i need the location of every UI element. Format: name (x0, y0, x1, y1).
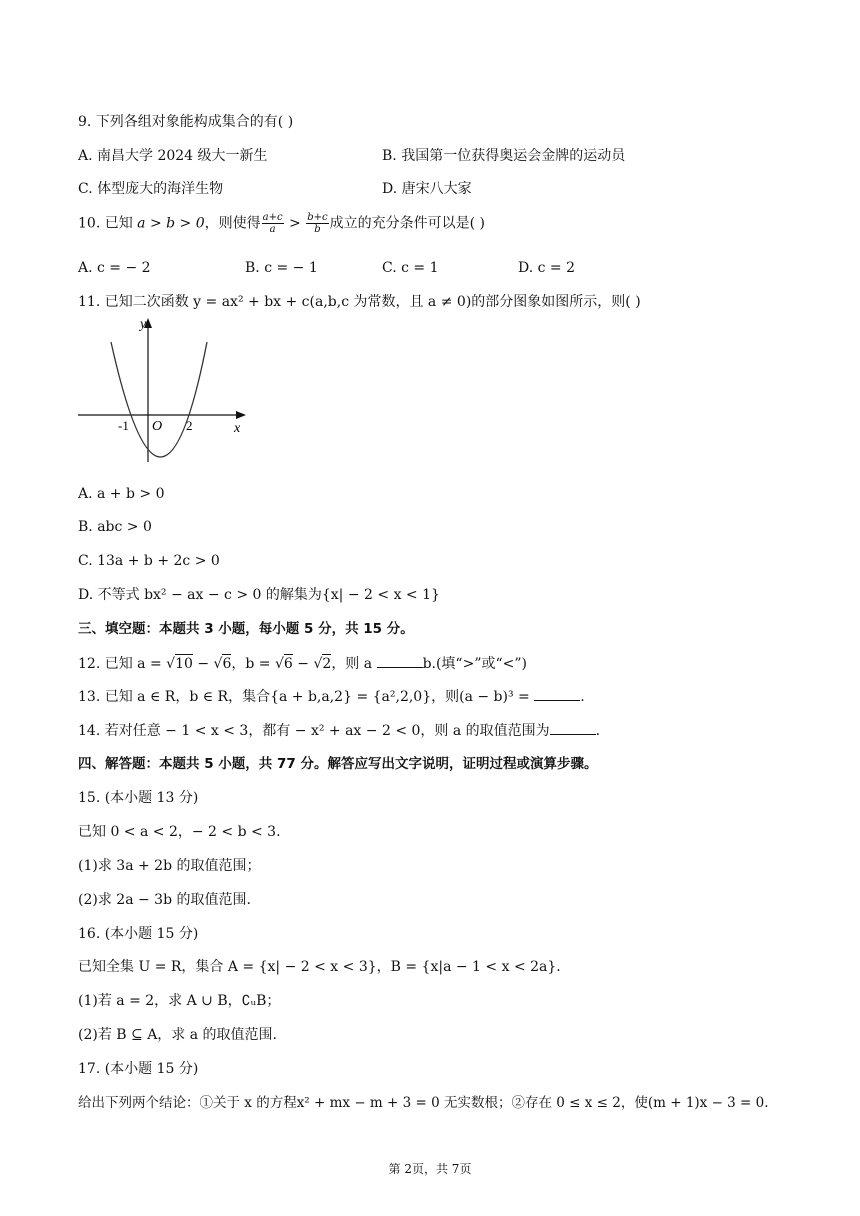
q11-option-a: A. a + b > 0 (78, 486, 165, 502)
section-3-heading: 三、填空题：本题共 3 小题，每小题 5 分，共 15 分。 (78, 621, 414, 637)
q10-fraction-2: $\frac{b+c}{b}$ (307, 212, 328, 235)
q9-option-a: A. 南昌大学 2024 级大一新生 (78, 148, 268, 164)
q11-option-d: D. 不等式 bx² − ax − c > 0 的解集为{x| − 2 < x < 1} (78, 587, 440, 603)
parabola-curve (111, 342, 207, 457)
q16-given: 已知全集 U = R，集合 A = {x| − 2 < x < 3}，B = {x|a − 1 < x < 2a}. (78, 959, 561, 975)
q10-fraction-1: $\frac{a+c}{a}$ (262, 212, 283, 235)
q12-radicand-4: 2 (322, 656, 332, 672)
x-axis-label: x (234, 421, 241, 436)
section-4-heading: 四、解答题：本题共 5 小题，共 77 分。解答应写出文字说明，证明过程或演算步骤。 (78, 756, 598, 772)
q14-stem: 14. 若对任意 − 1 < x < 3，都有 − x² + ax − 2 < 0，则 a 的取值范围为 . (78, 723, 601, 739)
q10-stem: 10. 已知 a > b > 0，则使得 $\frac{a+c}{a}$ > $\frac{b+c}{b}$ 成立的充分条件可以是( ) (78, 212, 486, 235)
q17-heading: 17. (本小题 15 分) (78, 1061, 199, 1077)
y-axis-label: y (140, 317, 147, 332)
q12-stem: 12. 已知 a = √10 − √6，b = √6 − √2，则 a b.(填“>”或“<”) (78, 656, 527, 672)
q11-stem: 11. 已知二次函数 y = ax² + bx + c(a,b,c 为常数，且 a ≠ 0)的部分图象如图所示，则( ) (78, 294, 641, 310)
q10-option-c: C. c = 1 (382, 260, 439, 276)
q16-part-1: (1)若 a = 2，求 A ∪ B，∁ᵤB； (78, 993, 281, 1009)
q15-part-2: (2)求 2a − 3b 的取值范围. (78, 892, 251, 908)
q16-part-2: (2)若 B ⊆ A，求 a 的取值范围. (78, 1027, 278, 1043)
q14-answer-blank[interactable] (550, 721, 596, 735)
q15-part-1: (1)求 3a + 2b 的取值范围； (78, 858, 261, 874)
q9-option-d: D. 唐宋八大家 (382, 181, 472, 197)
q13-stem: 13. 已知 a ∈ R，b ∈ R，集合{a + b,a,2} = {a²,2,0}，则(a − b)³ = . (78, 689, 585, 705)
q11-option-b: B. abc > 0 (78, 519, 152, 535)
root-label-2: 2 (186, 418, 193, 433)
q15-heading: 15. (本小题 13 分) (78, 790, 199, 806)
q10-option-d: D. c = 2 (518, 260, 576, 276)
q10-option-a: A. c = − 2 (78, 260, 151, 276)
q16-heading: 16. (本小题 15 分) (78, 926, 199, 942)
q12-radicand-1: 10 (175, 656, 193, 672)
root-label-neg1: -1 (118, 418, 129, 433)
q9-option-b: B. 我国第一位获得奥运会金牌的运动员 (382, 148, 626, 164)
q13-answer-blank[interactable] (534, 687, 580, 701)
q17-given: 给出下列两个结论：①关于 x 的方程x² + mx − m + 3 = 0 无实数根；②存在 0 ≤ x ≤ 2，使(m + 1)x − 3 = 0. (78, 1095, 769, 1111)
page-footer: 第 2页，共 7页 (388, 1162, 472, 1176)
q9-stem: 9. 下列各组对象能构成集合的有( ) (78, 114, 294, 130)
q12-answer-blank[interactable] (377, 654, 423, 668)
q10-option-b: B. c = − 1 (245, 260, 318, 276)
q11-option-c: C. 13a + b + 2c > 0 (78, 553, 220, 569)
q15-given: 已知 0 < a < 2，− 2 < b < 3. (78, 824, 281, 840)
q10-condition: a > b > 0 (137, 215, 205, 232)
x-axis-arrow (236, 411, 246, 419)
q12-radicand-3: 6 (283, 656, 293, 672)
q11-parabola-graph (76, 312, 256, 464)
origin-label: O (152, 419, 163, 434)
q12-radicand-2: 6 (222, 656, 232, 672)
q9-option-c: C. 体型庞大的海洋生物 (78, 181, 224, 197)
